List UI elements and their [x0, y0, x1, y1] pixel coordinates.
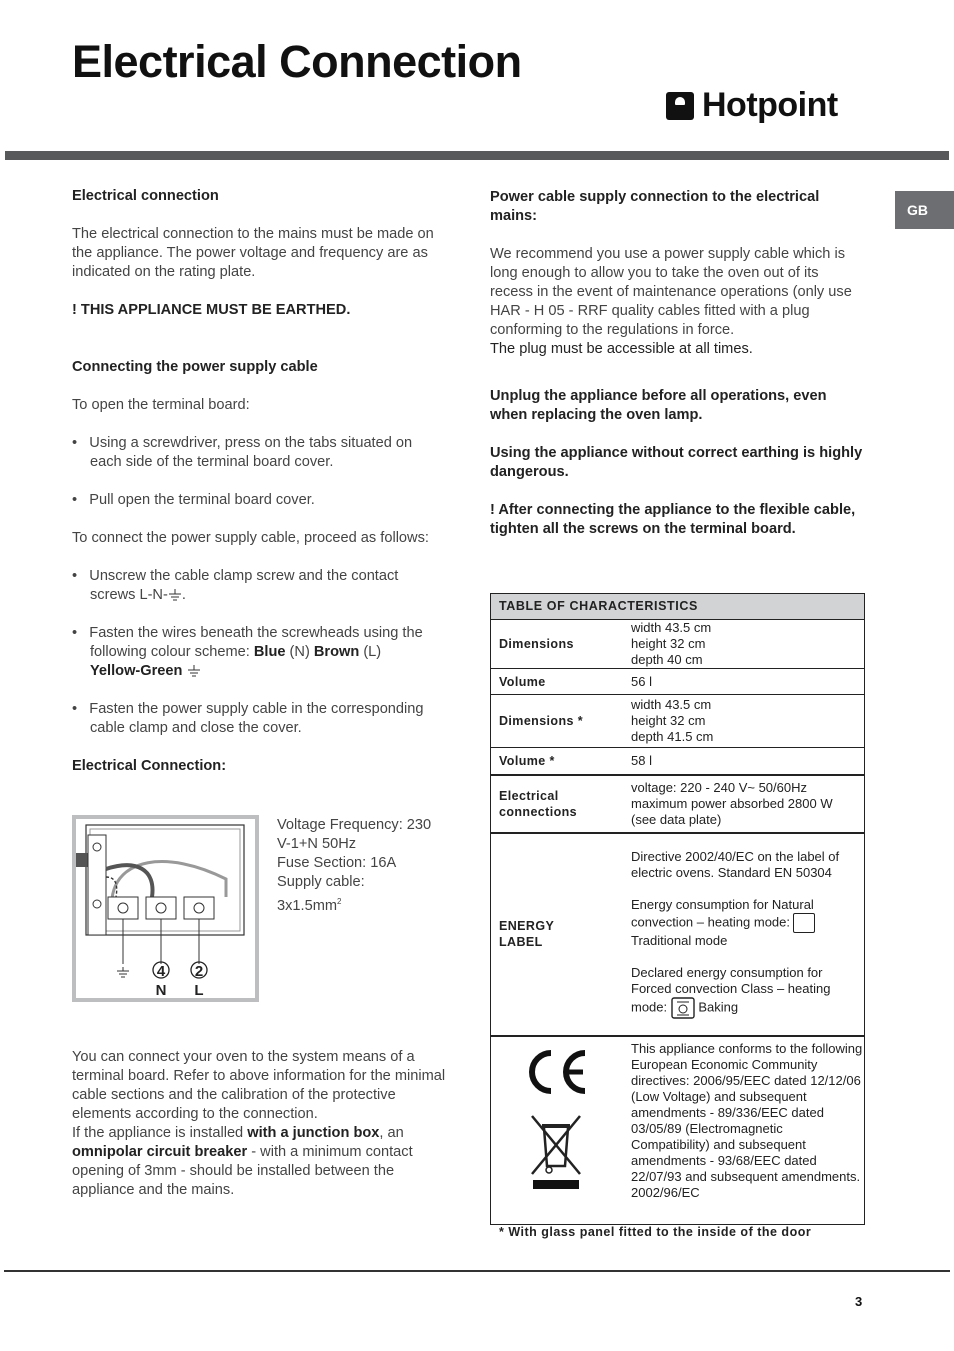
terminal-l-label: L	[194, 982, 204, 998]
energy-mode: Baking	[698, 999, 739, 1015]
paragraph: You can connect your oven to the system means of a terminal board. Refer to above information for the minimal cable sections and the calibration of the protective elements according to the connection.	[72, 1049, 446, 1122]
paragraph: We recommend you use a power supply cable which is long enough to allow you to take the oven out of its recess in the event of maintenance operations (only use HAR - H 05 - RRF quality cables fitted with a plug conforming to the regulations in force.	[490, 246, 852, 338]
section-heading: Electrical Connection:	[72, 758, 227, 774]
left-column	[72, 187, 447, 776]
language-tab: GB	[895, 191, 954, 229]
list-item: • Unscrew the cable clamp screw and the contact screws L-N- .	[72, 568, 399, 603]
text-span: If the appliance is installed	[72, 1125, 248, 1141]
energy-directive: Directive 2002/40/EC on the label of electric ovens. Standard EN 50304	[631, 849, 840, 880]
energy-natural	[631, 897, 865, 949]
spec-line	[277, 892, 431, 916]
wire-code: (N)	[285, 644, 314, 660]
list-item: • Pull open the terminal board cover.	[72, 492, 315, 508]
value-line: maximum power absorbed 2800 W	[631, 795, 833, 811]
list-item-text: Unscrew the cable clamp screw and the contact screws L-N-	[89, 568, 399, 603]
list-item-text: Fasten the wires beneath the screwheads using the following colour scheme:	[89, 625, 423, 660]
text-span: - with a minimum contact opening of 3mm - should be installed between the appliance and the mains.	[72, 1144, 413, 1198]
value-line: (see data plate)	[631, 811, 722, 827]
row-label: Dimensions *	[490, 695, 622, 748]
wire-code: (L)	[359, 644, 382, 660]
terminal-n-label: N	[155, 982, 167, 998]
row-value	[622, 695, 865, 748]
list-item: • Using a screwdriver, press on the tabs situated on each side of the terminal board cover.	[72, 435, 413, 470]
brand-logo	[666, 86, 838, 125]
list-item: • Fasten the power supply cable in the corresponding cable clamp and close the cover.	[72, 701, 424, 736]
value-line: voltage: 220 - 240 V~ 50/60Hz	[631, 779, 807, 795]
spec-line: Supply cable:	[277, 874, 365, 890]
list-item-text: Using a screwdriver, press on the tabs situated on each side of the terminal board cover.	[89, 435, 413, 470]
value-line: height 32 cm	[631, 636, 706, 651]
row-label: Volume	[490, 669, 622, 695]
table-row	[490, 695, 865, 748]
wire-blue: Blue	[253, 644, 286, 660]
fan-oven-icon	[671, 997, 695, 1019]
row-value: 58 l	[622, 748, 865, 775]
list-item: • Fasten the wires beneath the screwheads using the following colour scheme: Blue (N) Brown (L) Yellow-Green	[72, 625, 423, 679]
value-line: height 32 cm	[631, 713, 706, 728]
spec-line: Voltage Frequency: 230	[277, 817, 432, 833]
symbols-cell	[490, 1036, 622, 1222]
spec-cable: 3x1.5mm	[277, 897, 338, 914]
terminal-board-drawing	[76, 819, 255, 998]
energy-text: Declared energy consumption for Forced convection Class – heating mode:	[631, 965, 831, 1015]
paragraph: The electrical connection to the mains must be made on the appliance. The power voltage and frequency are as indicated on the rating plate.	[72, 226, 434, 280]
energy-text: Energy consumption for Natural convection – heating mode:	[631, 897, 814, 930]
text-bold: with a junction box	[247, 1125, 380, 1141]
table-row	[490, 775, 865, 833]
section-heading: Power cable supply connection to the electrical mains:	[490, 189, 820, 224]
text-bold: omnipolar circuit breaker	[72, 1144, 248, 1160]
paragraph: To connect the power supply cable, proceed as follows:	[72, 530, 429, 546]
energy-label: ENERGY LABEL	[499, 919, 554, 949]
text-span: , an	[379, 1125, 404, 1141]
earth-symbol-icon	[187, 665, 201, 677]
row-value	[622, 620, 865, 669]
table-row	[490, 1036, 865, 1222]
paragraph: The plug must be accessible at all times.	[490, 341, 753, 357]
natural-convection-icon	[793, 913, 815, 933]
bold-warning: Unplug the appliance before all operations, even when replacing the oven lamp.	[490, 388, 827, 423]
spec-line: Fuse Section: 16A	[277, 855, 397, 871]
spec-superscript: 2	[337, 897, 342, 906]
terminal-n-number: 4	[156, 963, 166, 980]
wire-yellow-green: Yellow-Green	[90, 663, 183, 679]
bold-warning: ! After connecting the appliance to the flexible cable, tighten all the screws on the terminal board.	[490, 502, 856, 537]
conformity-text: This appliance conforms to the following European Economic Community directives: 2006/95/EEC dated 12/12/06 (Low Voltage) and subsequent amendments - 89/336/EEC dated 03/05/89 (Electromagnetic Compatibility) and subsequent amendments - 93/68/EEC dated 22/07/93 and subsequent amendments. 2002/96/EC	[622, 1036, 865, 1222]
section-heading: Electrical connection	[72, 188, 219, 204]
footer-divider	[4, 1270, 950, 1272]
table-footnote: * With glass panel fitted to the inside of the door	[499, 1225, 812, 1239]
right-column	[490, 188, 865, 539]
terminal-l-number: 2	[194, 963, 204, 980]
hotpoint-logo-icon	[666, 92, 694, 120]
table-row	[490, 748, 865, 775]
terminal-board-diagram	[72, 815, 259, 1002]
header-divider	[5, 151, 949, 160]
value-line: depth 41.5 cm	[631, 729, 714, 744]
brand-name: Hotpoint	[702, 86, 838, 124]
table-row	[490, 620, 865, 669]
spec-line: V-1+N 50Hz	[277, 836, 357, 852]
earth-symbol-icon	[168, 589, 182, 601]
row-value: 56 l	[622, 669, 865, 695]
bold-warning: Using the appliance without correct earthing is highly dangerous.	[490, 445, 863, 480]
earth-warning: ! THIS APPLIANCE MUST BE EARTHED.	[72, 302, 351, 318]
section-heading: Connecting the power supply cable	[72, 359, 318, 375]
row-value	[622, 775, 865, 833]
page-number: 3	[855, 1294, 863, 1309]
page-title: Electrical Connection	[72, 36, 522, 87]
characteristics-table	[490, 593, 865, 1222]
energy-forced	[631, 965, 865, 1019]
table-title: TABLE OF CHARACTERISTICS	[490, 593, 865, 620]
supply-specs	[277, 816, 431, 916]
weee-bin-icon	[526, 1112, 586, 1192]
wire-brown: Brown	[313, 644, 360, 660]
row-label: Volume *	[490, 748, 622, 775]
paragraph	[72, 1124, 447, 1200]
value-line: width 43.5 cm	[631, 620, 712, 635]
row-label: Dimensions	[490, 620, 622, 669]
row-label: Electrical connections	[490, 775, 622, 833]
table-row	[490, 833, 865, 1036]
row-label	[490, 833, 622, 1036]
table-row	[490, 669, 865, 695]
value-line: depth 40 cm	[631, 652, 703, 667]
energy-mode: Traditional mode	[631, 933, 728, 948]
value-line: width 43.5 cm	[631, 697, 712, 712]
left-bottom-text	[72, 1048, 447, 1200]
list-item-text: Fasten the power supply cable in the corresponding cable clamp and close the cover.	[89, 701, 424, 736]
row-value	[622, 833, 865, 1036]
list-item-text: Pull open the terminal board cover.	[89, 492, 315, 508]
ce-mark-icon	[521, 1047, 591, 1097]
paragraph: To open the terminal board:	[72, 397, 250, 413]
